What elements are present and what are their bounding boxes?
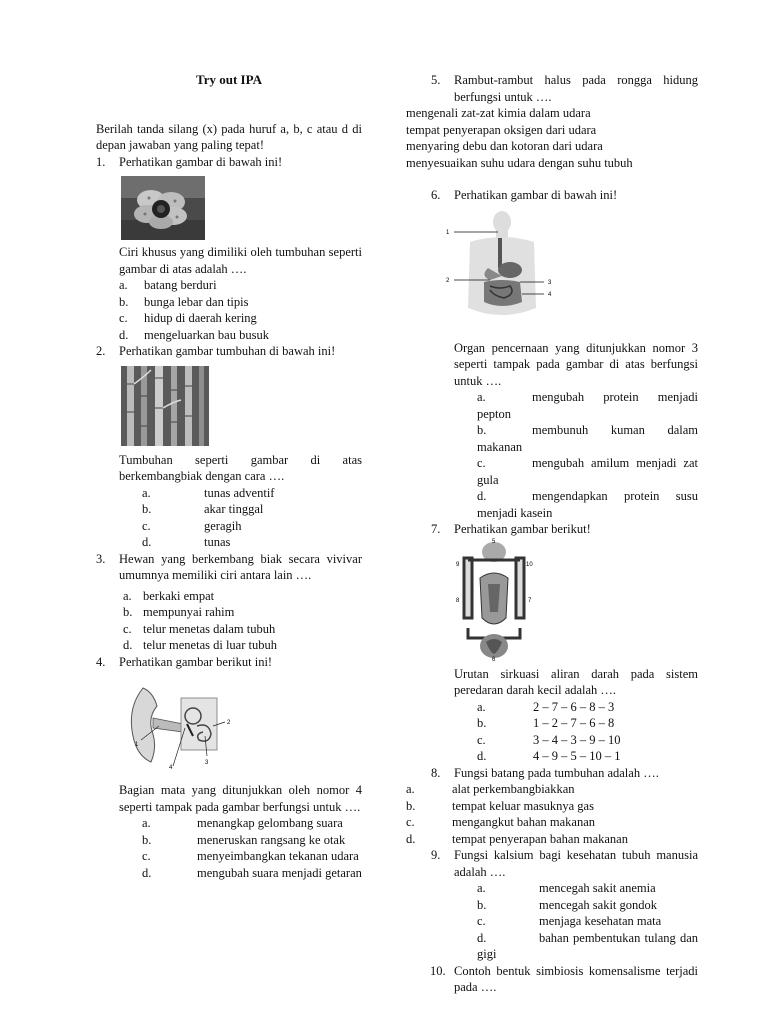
option-d[interactable]: menyesuaikan suhu udara dengan suhu tubuh <box>406 155 633 170</box>
ear-label-4: 4 <box>169 765 173 770</box>
option-b[interactable]: b. akar tinggal <box>142 502 264 516</box>
question-text: Perhatikan gambar berikut ini! <box>119 654 273 669</box>
ear-label-3: 3 <box>205 760 209 766</box>
question-text: Perhatikan gambar di bawah ini! <box>119 154 283 169</box>
option-b[interactable]: tempat penyerapan oksigen dari udara <box>406 122 597 137</box>
question-followup: Tumbuhan seperti gambar di atas berkembangbiak dengan cara …. <box>119 452 362 483</box>
left-column <box>96 72 362 881</box>
question-number: 4. <box>96 654 106 669</box>
options-list <box>454 389 698 521</box>
circulation-label-9: 9 <box>456 561 460 568</box>
option-c[interactable]: c. telur menetas dalam tubuh <box>123 621 276 636</box>
options-list <box>119 815 362 881</box>
option-b[interactable]: b. tempat keluar masuknya gas <box>406 798 594 813</box>
question-number: 6. <box>431 188 441 202</box>
question-3 <box>96 551 362 654</box>
bamboo-plant-image <box>121 366 209 446</box>
option-a[interactable]: a. mengubah protein menjadi pepton <box>477 390 698 421</box>
options-list <box>454 699 698 765</box>
option-c[interactable]: menyaring debu dan kotoran dari udara <box>406 139 603 153</box>
question-6 <box>431 187 698 521</box>
instruction: Berilah tanda silang (x) pada huruf a, b, c atau d di depan jawaban yang paling tepat! <box>96 121 362 152</box>
right-column <box>406 72 698 996</box>
question-number: 2. <box>96 344 106 358</box>
question-text: Rambut-rambut halus pada rongga hidung berfungsi untuk …. <box>454 73 698 104</box>
option-c[interactable]: c. mengangkut bahan makanan <box>406 815 596 829</box>
question-8 <box>431 765 698 782</box>
option-c[interactable]: c. 3 – 4 – 3 – 9 – 10 <box>477 732 621 747</box>
option-d[interactable]: d. 4 – 9 – 5 – 10 – 1 <box>477 749 621 763</box>
option-a[interactable]: a. 2 – 7 – 6 – 8 – 3 <box>477 699 615 714</box>
digestive-label-1: 1 <box>446 229 450 236</box>
options-list <box>119 588 362 654</box>
circulation-label-7: 7 <box>528 597 532 604</box>
digestive-label-3: 3 <box>548 279 552 286</box>
question-2 <box>96 343 362 551</box>
option-d[interactable]: d. mengendapkan protein susu menjadi kasein <box>477 489 698 520</box>
option-b[interactable]: b. membunuh kuman dalam makanan <box>477 423 698 454</box>
option-a[interactable]: a. tunas adventif <box>142 485 275 500</box>
ear-label-2: 2 <box>227 720 231 726</box>
option-b[interactable]: b. meneruskan rangsang ke otak <box>142 832 346 847</box>
options-list <box>119 485 362 551</box>
options-list-8 <box>406 781 698 847</box>
question-number: 3. <box>96 551 106 566</box>
question-10 <box>431 963 698 996</box>
question-5 <box>431 72 698 105</box>
question-text: Fungsi batang pada tumbuhan adalah …. <box>454 765 659 780</box>
option-a[interactable]: mengenali zat-zat kimia dalam udara <box>406 106 591 120</box>
question-number: 10. <box>430 963 446 978</box>
question-text: Contoh bentuk simbiosis komensalisme terjadi pada …. <box>454 963 698 994</box>
option-b[interactable]: b. mempunyai rahim <box>123 605 235 619</box>
option-b[interactable]: b. mencegah sakit gondok <box>477 897 658 912</box>
option-d[interactable]: d. mengeluarkan bau busuk <box>119 327 269 342</box>
option-d[interactable]: d. mengubah suara menjadi getaran <box>142 865 362 880</box>
digestive-label-2: 2 <box>446 277 450 284</box>
options-list-5 <box>406 105 698 171</box>
digestive-system-image <box>440 210 560 328</box>
option-a[interactable]: a. berkaki empat <box>123 588 215 603</box>
option-b[interactable]: b. bunga lebar dan tipis <box>119 294 249 309</box>
circulation-label-5: 5 <box>492 538 496 545</box>
rafflesia-flower-image <box>121 176 205 240</box>
question-text: Hewan yang berkembang biak secara vivivar umumnya memiliki ciri antara lain …. <box>119 551 362 582</box>
question-number: 8. <box>431 765 441 780</box>
question-number: 9. <box>431 848 441 862</box>
option-a[interactable]: a. batang berduri <box>119 278 217 292</box>
question-number: 5. <box>431 73 441 87</box>
option-d[interactable]: d. telur menetas di luar tubuh <box>123 638 277 652</box>
question-number: 7. <box>431 522 441 536</box>
circulation-label-6: 6 <box>492 656 496 662</box>
question-text: Perhatikan gambar di bawah ini! <box>454 188 618 202</box>
option-a[interactable]: a. menangkap gelombang suara <box>142 816 343 830</box>
circulation-label-8: 8 <box>456 597 460 604</box>
ear-label-1: 1 <box>135 742 139 748</box>
options-list <box>454 880 698 963</box>
option-d[interactable]: d. tunas <box>142 535 231 549</box>
option-a[interactable]: a. alat perkembangbiakkan <box>406 782 575 796</box>
question-text: Perhatikan gambar berikut! <box>454 522 591 536</box>
ear-diagram-image <box>123 678 235 770</box>
option-d[interactable]: d. bahan pembentukan tulang dan gigi <box>477 930 698 961</box>
option-c[interactable]: c. geragih <box>142 518 242 533</box>
question-1 <box>96 154 362 344</box>
question-followup: Ciri khusus yang dimiliki oleh tumbuhan seperti gambar di atas adalah …. <box>119 245 362 276</box>
question-7 <box>431 521 698 765</box>
circulation-label-10: 10 <box>526 561 533 568</box>
option-c[interactable]: c. menjaga kesehatan mata <box>477 914 662 928</box>
question-number: 1. <box>96 154 106 169</box>
question-9 <box>431 847 698 963</box>
question-text: Perhatikan gambar tumbuhan di bawah ini! <box>119 344 336 358</box>
blood-circulation-image <box>454 538 538 662</box>
question-4 <box>96 654 362 882</box>
page-title: Try out IPA <box>196 72 262 87</box>
question-followup: Urutan sirkuasi aliran darah pada sistem peredaran darah kecil adalah …. <box>454 666 698 697</box>
option-d[interactable]: d. tempat penyerapan bahan makanan <box>406 831 628 846</box>
option-c[interactable]: c. mengubah amilum menjadi zat gula <box>477 456 698 487</box>
digestive-label-4: 4 <box>548 291 552 298</box>
option-b[interactable]: b. 1 – 2 – 7 – 6 – 8 <box>477 716 615 730</box>
option-c[interactable]: c. menyeimbangkan tekanan udara <box>142 849 359 863</box>
option-a[interactable]: a. mencegah sakit anemia <box>477 881 656 895</box>
options-list <box>119 277 362 343</box>
question-followup: Bagian mata yang ditunjukkan oleh nomor 4 seperti tampak pada gambar berfungsi untuk …. <box>119 783 362 814</box>
question-text: Fungsi kalsium bagi kesehatan tubuh manusia adalah …. <box>454 848 698 879</box>
question-followup: Organ pencernaan yang ditunjukkan nomor 3 seperti tampak pada gambar di atas berfungsi untuk …. <box>454 340 698 388</box>
option-c[interactable]: c. hidup di daerah kering <box>119 311 257 325</box>
